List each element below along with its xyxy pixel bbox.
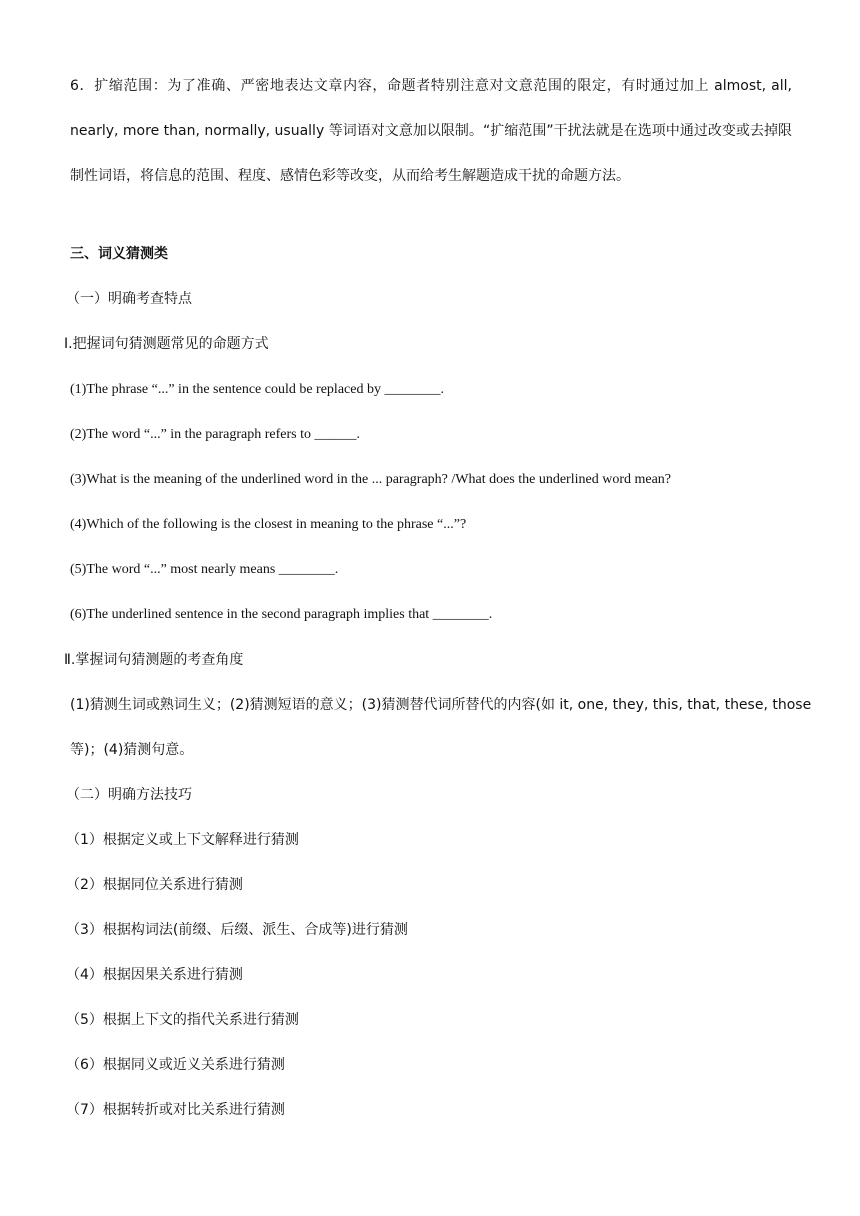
question-form-3: (3)What is the meaning of the underlined word in the ... paragraph? /What does the underlined word mean? — [70, 472, 672, 487]
question-form-6: (6)The underlined sentence in the second paragraph implies that ________. — [70, 607, 493, 622]
method-5: （5）根据上下文的指代关系进行猜测 — [66, 1012, 299, 1028]
method-4: （4）根据因果关系进行猜测 — [66, 967, 243, 983]
angles-line2: 等)；(4)猜测句意。 — [70, 742, 194, 758]
part2-heading: （二）明确方法技巧 — [66, 787, 192, 803]
method-3: （3）根据构词法(前缀、后缀、派生、合成等)进行猜测 — [66, 922, 408, 938]
section3-heading: 三、词义猜测类 — [70, 246, 168, 262]
question-form-4: (4)Which of the following is the closest in meaning to the phrase “...”? — [70, 517, 467, 532]
sub2-heading: Ⅱ.掌握词句猜测题的考查角度 — [64, 652, 244, 668]
section6-line2: nearly, more than, normally, usually 等词语对文意加以限制。“扩缩范围”干扰法就是在选项中通过改变或去掉限 — [70, 123, 792, 139]
question-form-5: (5)The word “...” most nearly means ________. — [70, 562, 339, 577]
part1-heading: （一）明确考查特点 — [66, 291, 192, 307]
question-form-2: (2)The word “...” in the paragraph refers to ______. — [70, 427, 361, 442]
question-form-1: (1)The phrase “...” in the sentence could be replaced by ________. — [70, 382, 444, 397]
method-2: （2）根据同位关系进行猜测 — [66, 877, 243, 893]
method-6: （6）根据同义或近义关系进行猜测 — [66, 1057, 285, 1073]
angles-line1: (1)猜测生词或熟词生义；(2)猜测短语的意义；(3)猜测替代词所替代的内容(如 it, one, they, this, that, these, those — [70, 697, 812, 713]
method-7: （7）根据转折或对比关系进行猜测 — [66, 1102, 285, 1118]
section6-line1: 6．扩缩范围：为了准确、严密地表达文章内容，命题者特别注意对文意范围的限定，有时通过加上 almost, all, — [70, 78, 792, 94]
sub1-heading: Ⅰ.把握词句猜测题常见的命题方式 — [64, 336, 269, 352]
section6-line3: 制性词语，将信息的范围、程度、感情色彩等改变，从而给考生解题造成干扰的命题方法。 — [70, 168, 630, 184]
method-1: （1）根据定义或上下文解释进行猜测 — [66, 832, 299, 848]
